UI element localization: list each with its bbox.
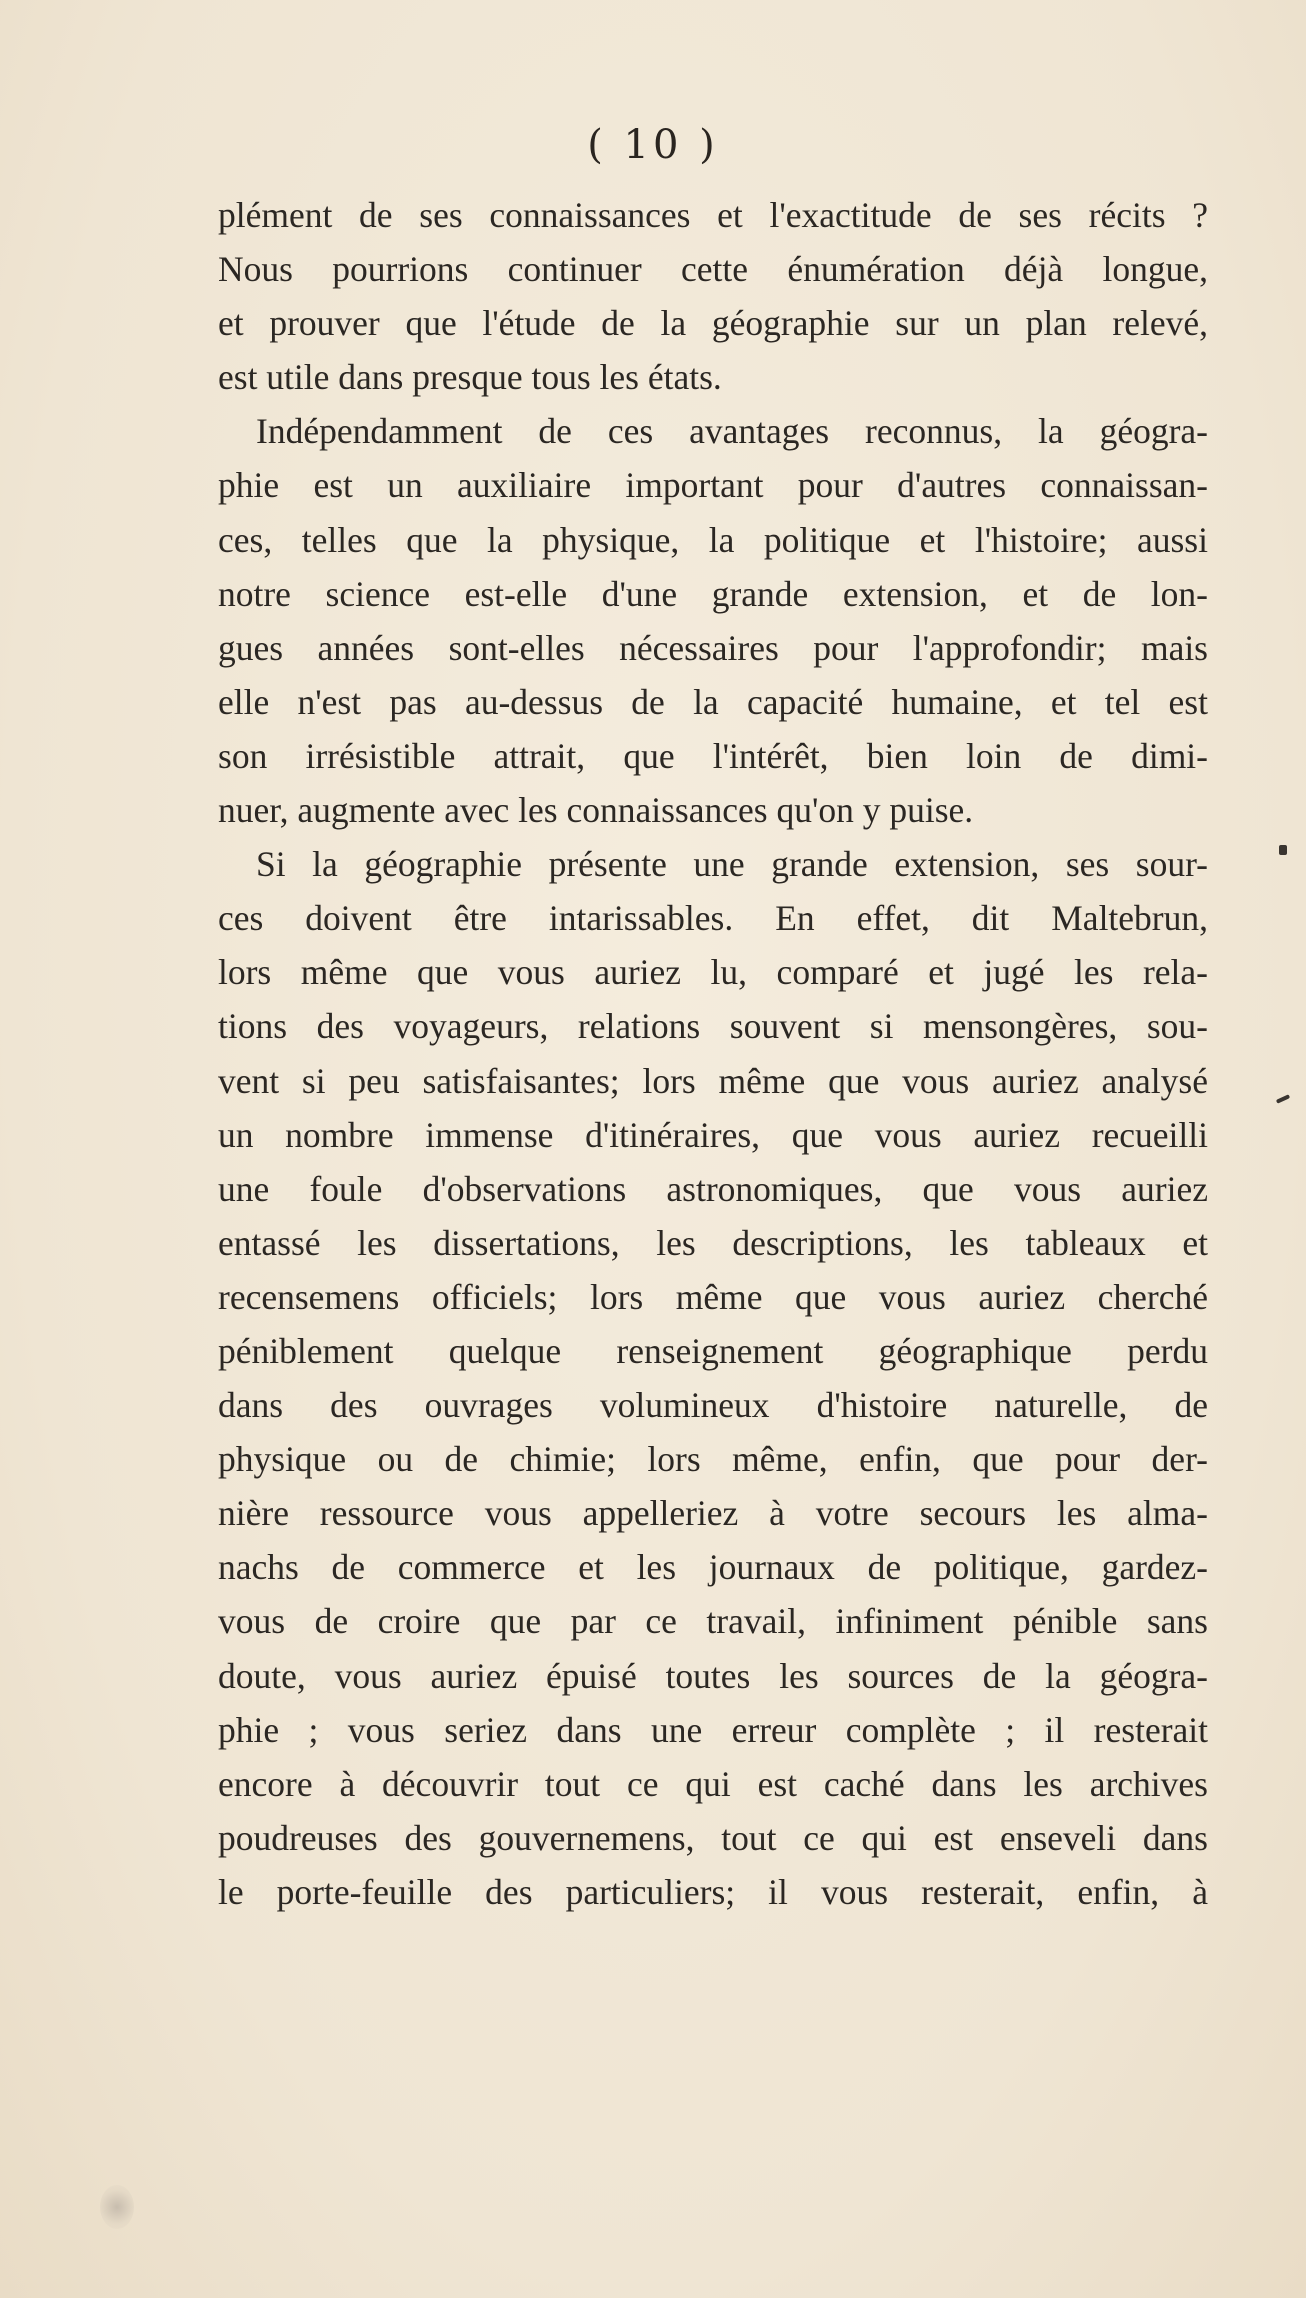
text-line: nuer, augmente avec les connaissances qu'on y puise. bbox=[218, 790, 974, 831]
text-line: ces, telles que la physique, la politique et l'histoire; aussi bbox=[218, 519, 1208, 560]
text-line: gues années sont-elles nécessaires pour l'approfondir; mais bbox=[218, 627, 1208, 668]
text-line: nière ressource vous appelleriez à votre secours les alma- bbox=[218, 1493, 1208, 1534]
text-line: ces doivent être intarissables. En effet, dit Maltebrun, bbox=[218, 898, 1208, 939]
text-line: poudreuses des gouvernemens, tout ce qui est enseveli dans bbox=[218, 1817, 1208, 1858]
text-line: péniblement quelque renseignement géographique perdu bbox=[218, 1330, 1208, 1371]
text-line: recensemens officiels; lors même que vous auriez cherché bbox=[218, 1276, 1208, 1317]
text-line: le porte-feuille des particuliers; il vous resterait, enfin, à bbox=[218, 1871, 1208, 1912]
text-line: une foule d'observations astronomiques, que vous auriez bbox=[218, 1168, 1208, 1209]
margin-mark bbox=[1279, 845, 1287, 855]
text-line: Si la géographie présente une grande extension, ses sour- bbox=[256, 844, 1208, 885]
text-line: notre science est-elle d'une grande extension, et de lon- bbox=[218, 573, 1208, 614]
text-line: est utile dans presque tous les états. bbox=[218, 357, 722, 398]
text-line: elle n'est pas au-dessus de la capacité humaine, et tel est bbox=[218, 681, 1208, 722]
text-line: phie ; vous seriez dans une erreur complète ; il resterait bbox=[218, 1709, 1208, 1750]
margin-arrow-mark bbox=[1276, 1094, 1290, 1104]
text-line: vous de croire que par ce travail, infiniment pénible sans bbox=[218, 1601, 1208, 1642]
page-number: ( 10 ) bbox=[587, 122, 719, 168]
text-line: plément de ses connaissances et l'exactitude de ses récits ? bbox=[218, 195, 1208, 235]
text-line: Indépendamment de ces avantages reconnus, la géogra- bbox=[256, 411, 1208, 452]
text-line: doute, vous auriez épuisé toutes les sources de la géogra- bbox=[218, 1655, 1208, 1696]
text-line: encore à découvrir tout ce qui est caché dans les archives bbox=[218, 1763, 1208, 1804]
text-line: et prouver que l'étude de la géographie sur un plan relevé, bbox=[218, 303, 1208, 344]
text-line: nachs de commerce et les journaux de politique, gardez- bbox=[218, 1547, 1208, 1588]
text-line: Nous pourrions continuer cette énumération déjà longue, bbox=[218, 249, 1208, 290]
text-line: son irrésistible attrait, que l'intérêt, bien loin de dimi- bbox=[218, 735, 1208, 776]
text-line: vent si peu satisfaisantes; lors même que vous auriez analysé bbox=[218, 1060, 1208, 1101]
text-line: un nombre immense d'itinéraires, que vous auriez recueilli bbox=[218, 1114, 1208, 1155]
text-line: entassé les dissertations, les descriptions, les tableaux et bbox=[218, 1222, 1208, 1263]
text-line: tions des voyageurs, relations souvent si mensongères, sou- bbox=[218, 1006, 1208, 1047]
text-line: physique ou de chimie; lors même, enfin, que pour der- bbox=[218, 1439, 1208, 1480]
text-line: dans des ouvrages volumineux d'histoire naturelle, de bbox=[218, 1385, 1208, 1426]
page-smudge bbox=[100, 2185, 134, 2229]
text-line: lors même que vous auriez lu, comparé et jugé les rela- bbox=[218, 952, 1208, 993]
text-line: phie est un auxiliaire important pour d'autres connaissan- bbox=[218, 465, 1208, 506]
body-text bbox=[218, 188, 1208, 1919]
